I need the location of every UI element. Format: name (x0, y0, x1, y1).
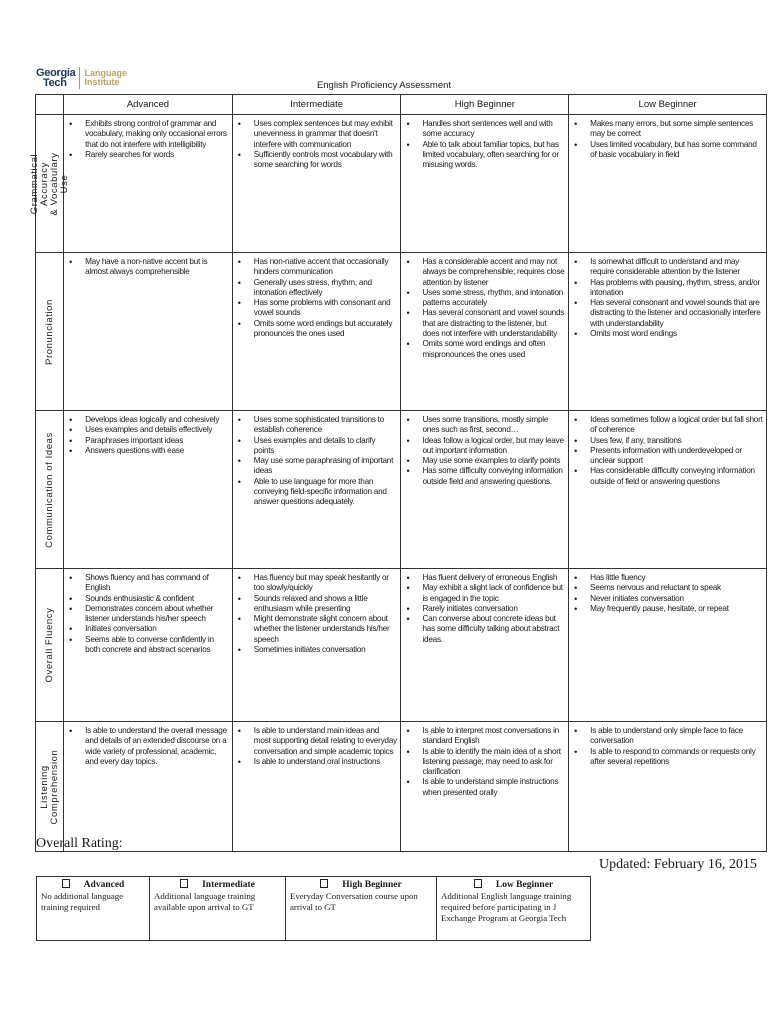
criteria-item: • Has non-native accent that occasionally hinders communication (236, 257, 398, 278)
rubric-cell-advanced (64, 722, 233, 852)
criteria-item: • Seems nervous and reluctant to speak (572, 583, 763, 593)
criteria-item: • Has little fluency (572, 573, 763, 583)
criteria-item: • Seems able to converse confidently in both concrete and abstract scenarios (67, 635, 229, 656)
row-label-line: Accuracy (38, 161, 50, 206)
rubric-cell-high-beginner (401, 253, 569, 411)
criteria-item: • Sounds enthusiastic & confident (67, 594, 229, 604)
criteria-list (67, 573, 229, 655)
rating-option-intermediate[interactable] (150, 877, 286, 941)
row-label (40, 749, 60, 824)
criteria-list (236, 415, 398, 508)
criteria-list (404, 119, 565, 170)
document-title: English Proficiency Assessment (316, 80, 452, 91)
rubric-cell-intermediate (232, 722, 401, 852)
row-label-cell (36, 569, 64, 722)
criteria-list (236, 573, 398, 655)
criteria-item: • Develops ideas logically and cohesively (67, 415, 229, 425)
criteria-item: • Has problems with pausing, rhythm, stress, and/or intonation (572, 278, 763, 299)
criteria-item: • Handles short sentences well and with some accuracy (404, 119, 565, 140)
row-label (45, 432, 55, 548)
criteria-item: • Initiates conversation (67, 624, 229, 634)
rubric-cell-intermediate (232, 115, 401, 253)
criteria-item: • Uses few, if any, transitions (572, 436, 763, 446)
updated-date: Updated: February 16, 2015 (599, 857, 757, 872)
row-label-cell (28, 115, 70, 253)
criteria-list (404, 726, 565, 798)
criteria-item: • Demonstrates concern about whether listener understands his/her speech (67, 604, 229, 625)
criteria-list (67, 415, 229, 456)
criteria-item: • Omits some word endings but accurately pronounces the ones used (236, 319, 398, 340)
criteria-list (572, 119, 763, 160)
criteria-item: • Has fluency but may speak hesitantly or too slowly/quickly (236, 573, 398, 594)
column-header-advanced: Advanced (64, 95, 233, 115)
rating-description: Everyday Conversation course upon arrival to GT (290, 891, 418, 912)
criteria-list (404, 415, 565, 487)
rubric-row (36, 253, 767, 411)
criteria-item: • May frequently pause, hesitate, or repeat (572, 604, 763, 614)
checkbox-icon[interactable] (62, 879, 70, 888)
criteria-item: • Is able to understand simple instructions when presented orally (404, 777, 565, 798)
row-label-line: & Vocabulary (48, 151, 60, 216)
logo-line-2: Tech (43, 77, 67, 89)
criteria-item: • Never initiates conversation (572, 594, 763, 604)
criteria-item: • Omits most word endings (572, 329, 763, 339)
row-label (30, 152, 70, 215)
logo-sub-line-1: Language (84, 68, 127, 78)
column-header-high-beginner: High Beginner (401, 95, 569, 115)
criteria-item: • Has a considerable accent and may not always be comprehensible; requires close attention by listener (404, 257, 565, 288)
logo-sub-line-2: Institute (84, 77, 120, 87)
checkbox-icon[interactable] (180, 879, 188, 888)
criteria-item: • Answers questions with ease (67, 446, 229, 456)
criteria-item: • Presents information with underdeveloped or unclear support (572, 446, 763, 467)
row-label-line: Pronunciation (43, 298, 55, 365)
criteria-list (572, 257, 763, 339)
criteria-item: • Has several consonant and vowel sounds that are distracting to the listener, but does not interfere with understandability (404, 308, 565, 339)
rubric-cell-intermediate (232, 569, 401, 722)
criteria-item: • Exhibits strong control of grammar and vocabulary, making only occasional errors that do not interfere with intelligibility (67, 119, 229, 150)
criteria-item: • Uses examples and details effectively (67, 425, 229, 435)
rubric-row (36, 411, 767, 569)
criteria-list (236, 726, 398, 767)
criteria-item: • Ideas sometimes follow a logical order but fall short of coherence (572, 415, 763, 436)
row-label (45, 608, 55, 683)
criteria-item: • Paraphrases important ideas (67, 436, 229, 446)
criteria-item: • Is able to understand oral instructions (236, 757, 398, 767)
criteria-item: • May have a non-native accent but is almost always comprehensible (67, 257, 229, 278)
rubric-cell-high-beginner (401, 722, 569, 852)
criteria-list (67, 119, 229, 160)
checkbox-icon[interactable] (320, 879, 328, 888)
row-label-cell (36, 411, 64, 569)
criteria-list (236, 257, 398, 339)
overall-rating-label: Overall Rating: (36, 836, 123, 851)
rating-description: Additional language training available upon arrival to GT (154, 891, 256, 912)
rubric-cell-intermediate (232, 411, 401, 569)
rubric-cell-low-beginner (569, 722, 767, 852)
criteria-item: • Uses some stress, rhythm, and intonation patterns accurately (404, 288, 565, 309)
criteria-item: • Has some difficulty conveying information outside field and answering questions. (404, 466, 565, 487)
criteria-item: • May use some examples to clarify points (404, 456, 565, 466)
criteria-item: • Generally uses stress, rhythm, and intonation effectively (236, 278, 398, 299)
rubric-cell-high-beginner (401, 115, 569, 253)
criteria-item: • Is somewhat difficult to understand and may require considerable attention by the listener (572, 257, 763, 278)
rubric-cell-advanced (64, 115, 233, 253)
column-header-intermediate: Intermediate (232, 95, 401, 115)
criteria-list (572, 726, 763, 767)
rubric-cell-high-beginner (401, 411, 569, 569)
row-label-line: Use (58, 174, 70, 193)
rubric-row (36, 115, 767, 253)
rubric-cell-low-beginner (569, 411, 767, 569)
row-label (45, 299, 55, 365)
criteria-item: • Can converse about concrete ideas but has some difficulty talking about abstract ideas. (404, 614, 565, 645)
criteria-item: • Has several consonant and vowel sounds that are distracting to the listener and occasionally interfere with understandability (572, 298, 763, 329)
criteria-item: • Sometimes initiates conversation (236, 645, 398, 655)
criteria-item: • Uses limited vocabulary, but has some command of basic vocabulary in field (572, 140, 763, 161)
rubric-cell-advanced (64, 253, 233, 411)
criteria-item: • Able to use language for more than conveying field-specific information and answer questions adequately. (236, 477, 398, 508)
criteria-item: • Sufficiently controls most vocabulary with some searching for words (236, 150, 398, 171)
criteria-item: • May use some paraphrasing of important ideas (236, 456, 398, 477)
criteria-item: • Is able to understand main ideas and most supporting detail relating to everyday conversation and simple academic topics (236, 726, 398, 757)
rubric-cell-advanced (64, 569, 233, 722)
criteria-list (572, 415, 763, 487)
criteria-list (404, 573, 565, 645)
criteria-list (236, 119, 398, 170)
criteria-item: • Able to talk about familiar topics, but has limited vocabulary, often searching for or misusing words. (404, 140, 565, 171)
criteria-item: • Has some problems with consonant and vowel sounds (236, 298, 398, 319)
rating-option-low-beginner[interactable] (437, 877, 591, 941)
checkbox-icon[interactable] (474, 879, 482, 888)
rating-options-row (37, 877, 591, 941)
rubric-cell-low-beginner (569, 569, 767, 722)
row-label-line: Grammatical (28, 153, 40, 214)
rubric-row (36, 569, 767, 722)
rating-title: Advanced (83, 880, 125, 890)
criteria-item: • Uses complex sentences but may exhibit unevenness in grammar that doesn't interfere with communication (236, 119, 398, 150)
row-label-cell (36, 722, 64, 852)
assessment-rubric-table (28, 94, 767, 852)
row-label-line: Overall Fluency (43, 607, 55, 683)
criteria-list (67, 257, 229, 278)
logo-line-1: Georgia (36, 67, 76, 79)
criteria-item: • Uses some transitions, mostly simple ones such as first, second… (404, 415, 565, 436)
rubric-cell-advanced (64, 411, 233, 569)
rubric-header-row (36, 95, 767, 115)
criteria-item: • Sounds relaxed and shows a little enthusiasm while presenting (236, 594, 398, 615)
criteria-item: • May exhibit a slight lack of confidence but is engaged in the topic (404, 583, 565, 604)
column-header-low-beginner: Low Beginner (569, 95, 767, 115)
rating-option-high-beginner[interactable] (286, 877, 437, 941)
corner-cell (36, 95, 64, 115)
rating-description: No additional language training required (41, 891, 124, 912)
rubric-cell-intermediate (232, 253, 401, 411)
criteria-item: • Is able to interpret most conversations in standard English (404, 726, 565, 747)
criteria-list (404, 257, 565, 360)
row-label-line: Comprehension (48, 749, 60, 824)
criteria-list (67, 726, 229, 767)
criteria-item: • Rarely initiates conversation (404, 604, 565, 614)
criteria-item: • Rarely searches for words (67, 150, 229, 160)
criteria-item: • Is able to identify the main idea of a short listening passage; may need to ask for clarification (404, 747, 565, 778)
rating-description: Additional English language training required before participating in J Exchange Program at Georgia Tech (441, 891, 572, 923)
criteria-item: • Is able to understand only simple face to face conversation (572, 726, 763, 747)
rubric-cell-low-beginner (569, 115, 767, 253)
rating-title: High Beginner (342, 880, 402, 890)
criteria-item: • Is able to understand the overall message and details of an extended discourse on a wide variety of professional, academic, and every day topics. (67, 726, 229, 767)
rating-options-table (36, 876, 591, 941)
criteria-item: • Might demonstrate slight concern about whether the listener understands his/her speech (236, 614, 398, 645)
rating-title: Intermediate (202, 880, 255, 890)
criteria-item: • Has fluent delivery of erroneous English (404, 573, 565, 583)
row-label-cell (36, 253, 64, 411)
rubric-row (36, 722, 767, 852)
criteria-item: • Shows fluency and has command of English (67, 573, 229, 594)
criteria-item: • Makes many errors, but some simple sentences may be correct (572, 119, 763, 140)
criteria-item: • Has considerable difficulty conveying information outside of field or answering questions (572, 466, 763, 487)
criteria-item: • Uses some sophisticated transitions to establish coherence (236, 415, 398, 436)
rating-option-advanced[interactable] (37, 877, 150, 941)
criteria-item: • Ideas follow a logical order, but may leave out important information (404, 436, 565, 457)
rubric-cell-low-beginner (569, 253, 767, 411)
criteria-item: • Omits some word endings and often mispronounces the ones used (404, 339, 565, 360)
criteria-item: • Is able to respond to commands or requests only after several repetitions (572, 747, 763, 768)
rubric-cell-high-beginner (401, 569, 569, 722)
criteria-item: • Uses examples and details to clarify points (236, 436, 398, 457)
row-label-line: Listening (38, 764, 50, 809)
rating-title: Low Beginner (495, 880, 554, 890)
row-label-line: Communication of Ideas (43, 431, 55, 548)
criteria-list (572, 573, 763, 614)
